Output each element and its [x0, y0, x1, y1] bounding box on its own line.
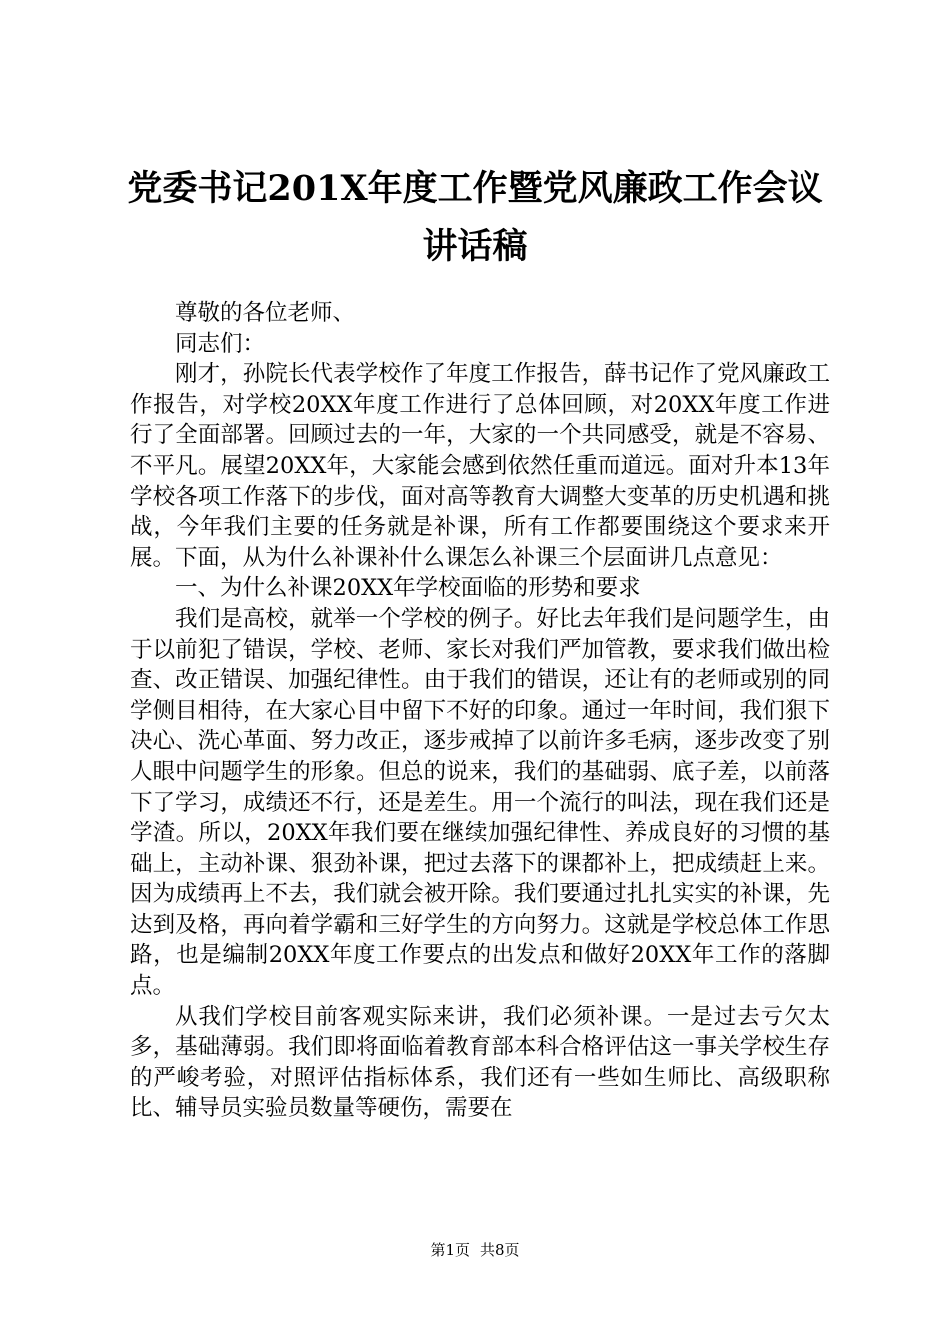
- document-body: [130, 298, 830, 1124]
- salutation-line-1: 尊敬的各位老师、: [175, 300, 356, 326]
- page-footer: [0, 1240, 950, 1260]
- body-paragraph: 刚才，孙院长代表学校作了年度工作报告，薛书记作了党风廉政工作报告，对学校20XX年度工作进行了总体回顾，对20XX年度工作进行了全面部署。回顾过去的一年，大家的一个共同感受，就是不容易、不平凡。展望20XX年，大家能会感到依然任重而道远。面对升本13年学校各项工作落下的步伐，面对高等教育大调整大变革的历史机遇和挑战，今年我们主要的任务就是补课，所有工作都要围绕这个要求来开展。下面，从为什么补课补什么课怎么补课三个层面讲几点意见：: [130, 361, 830, 571]
- body-paragraph: 我们是高校，就举一个学校的例子。好比去年我们是问题学生，由于以前犯了错误，学校、老师、家长对我们严加管教，要求我们做出检查、改正错误、加强纪律性。由于我们的错误，还让有的老师或别的同学侧目相待，在大家心目中留下不好的印象。通过一年时间，我们狠下决心、洗心革面、努力改正，逐步戒掉了以前许多毛病，逐步改变了别人眼中问题学生的形象。但总的说来，我们的基础弱、底子差，以前落下了学习，成绩还不行，还是差生。用一个流行的叫法，现在我们还是学渣。所以，20XX年我们要在继续加强纪律性、养成良好的习惯的基础上，主动补课、狠劲补课，把过去落下的课都补上，把成绩赶上来。因为成绩再上不去，我们就会被开除。我们要通过扎扎实实的补课，先达到及格，再向着学霸和三好学生的方向努力。这就是学校总体工作思路，也是编制20XX年度工作要点的出发点和做好20XX年工作的落脚点。: [130, 605, 830, 1000]
- page-total: 共8页: [480, 1241, 520, 1259]
- salutation-line-2: 同志们：: [175, 330, 266, 357]
- section-heading: 一、为什么补课20XX年学校面临的形势和要求: [175, 575, 641, 602]
- page-number: 第1页: [430, 1241, 470, 1259]
- body-paragraph: 从我们学校目前客观实际来讲，我们必须补课。一是过去亏欠太多，基础薄弱。我们即将面临着教育部本科合格评估这一事关学校生存的严峻考验，对照评估指标体系，我们还有一些如生师比、高级职称比、辅导员实验员数量等硬伤，需要在: [130, 1003, 830, 1122]
- document-title: [100, 160, 850, 276]
- title-line-1: 党委书记201X年度工作暨党风廉政工作会议: [127, 168, 823, 209]
- title-line-2: 讲话稿: [422, 226, 528, 267]
